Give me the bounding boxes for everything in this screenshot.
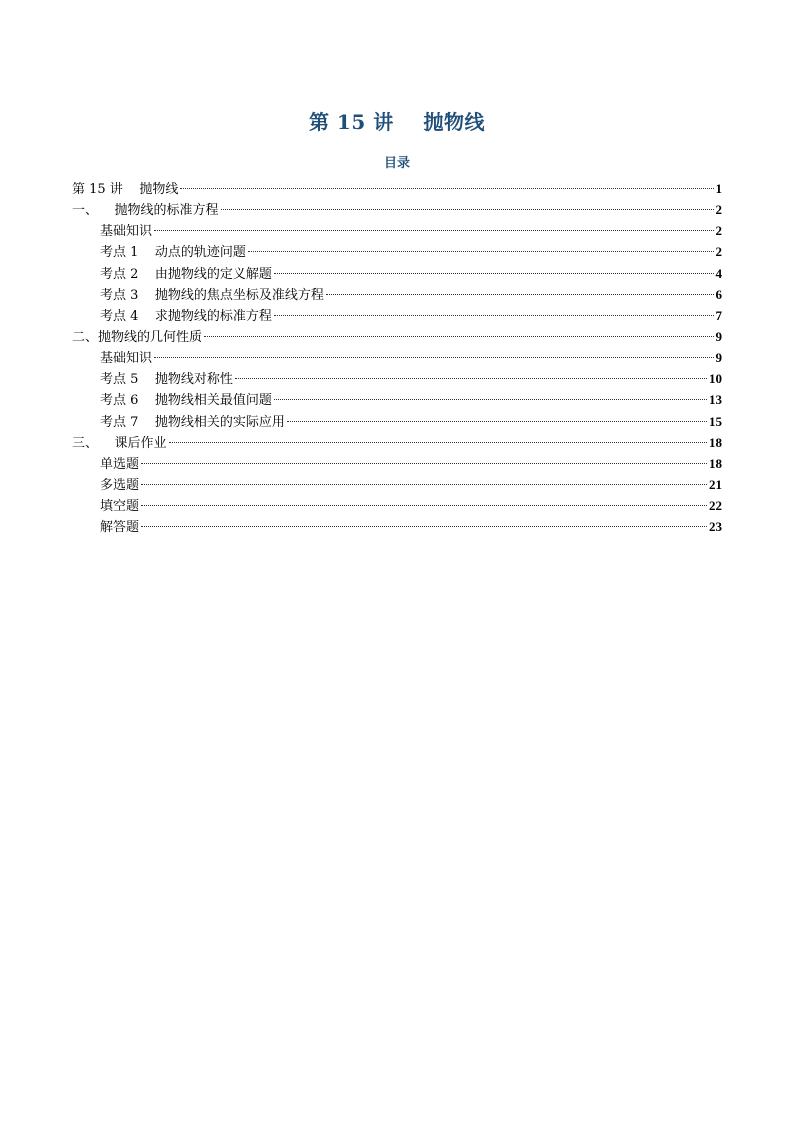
toc-entry[interactable] — [72, 347, 722, 368]
table-of-contents — [72, 178, 722, 537]
toc-entry[interactable] — [72, 284, 722, 305]
toc-entry-page-number: 15 — [709, 413, 722, 429]
toc-dot-leader — [274, 273, 714, 274]
toc-entry-label: 考点 2 由抛物线的定义解题 — [100, 266, 272, 282]
toc-entry-page-number: 2 — [715, 223, 722, 239]
toc-entry[interactable] — [72, 495, 722, 516]
toc-entry-label: 基础知识 — [100, 351, 153, 367]
toc-entry-page-number: 13 — [709, 392, 722, 408]
toc-entry-page-number: 22 — [709, 498, 722, 514]
toc-entry-label: 三、 课后作业 — [72, 435, 167, 451]
toc-entry-page-number: 4 — [715, 265, 722, 281]
toc-dot-leader — [287, 421, 707, 422]
toc-entry-page-number: 2 — [715, 244, 722, 260]
toc-entry-page-number: 1 — [715, 181, 722, 196]
toc-dot-leader — [154, 230, 713, 231]
toc-entry[interactable] — [72, 263, 722, 284]
toc-heading: 目录 — [383, 156, 410, 171]
toc-entry-label: 第 15 讲 抛物线 — [72, 182, 179, 197]
toc-entry-label: 填空题 — [100, 499, 140, 515]
toc-entry-label: 一、 抛物线的标准方程 — [72, 203, 219, 219]
toc-dot-leader — [141, 505, 707, 506]
toc-entry-page-number: 9 — [715, 328, 722, 344]
toc-entry-page-number: 18 — [709, 455, 722, 471]
toc-dot-leader — [274, 315, 714, 316]
toc-entry[interactable] — [72, 389, 722, 410]
toc-entry[interactable] — [72, 305, 722, 326]
toc-entry[interactable] — [72, 516, 722, 537]
toc-entry-page-number: 18 — [709, 434, 722, 450]
toc-entry[interactable] — [72, 368, 722, 389]
toc-entry-label: 解答题 — [100, 520, 140, 536]
toc-entry[interactable] — [72, 474, 722, 495]
toc-entry[interactable] — [72, 220, 722, 241]
toc-entry[interactable] — [72, 453, 722, 474]
toc-entry[interactable] — [72, 411, 722, 432]
toc-entry-page-number: 23 — [709, 519, 722, 535]
toc-entry-page-number: 21 — [709, 476, 722, 492]
toc-entry-label: 考点 4 求抛物线的标准方程 — [100, 308, 272, 324]
toc-dot-leader — [274, 399, 707, 400]
toc-entry[interactable] — [72, 326, 722, 347]
toc-entry-label: 多选题 — [100, 477, 140, 493]
toc-dot-leader — [180, 188, 713, 189]
toc-entry[interactable] — [72, 241, 722, 262]
toc-dot-leader — [141, 463, 707, 464]
toc-entry-label: 二、抛物线的几何性质 — [72, 329, 203, 345]
toc-dot-leader — [141, 526, 707, 527]
toc-dot-leader — [169, 442, 707, 443]
toc-dot-leader — [141, 484, 707, 485]
toc-dot-leader — [248, 251, 714, 252]
toc-dot-leader — [221, 209, 714, 210]
toc-entry-page-number: 7 — [715, 307, 722, 323]
toc-dot-leader — [326, 294, 714, 295]
document-title: 第 15 讲 抛物线 — [308, 110, 486, 134]
toc-entry[interactable] — [72, 178, 722, 199]
toc-dot-leader — [235, 378, 707, 379]
toc-entry[interactable] — [72, 432, 722, 453]
toc-dot-leader — [204, 336, 713, 337]
toc-entry-label: 基础知识 — [100, 224, 153, 240]
toc-entry-label: 考点 3 抛物线的焦点坐标及准线方程 — [100, 287, 324, 303]
toc-entry-label: 考点 7 抛物线相关的实际应用 — [100, 414, 285, 430]
toc-entry-label: 考点 6 抛物线相关最值问题 — [100, 393, 272, 409]
toc-entry-page-number: 6 — [715, 286, 722, 302]
toc-entry-page-number: 2 — [715, 202, 722, 218]
toc-entry-page-number: 9 — [715, 350, 722, 366]
toc-entry-page-number: 10 — [709, 371, 722, 387]
toc-dot-leader — [154, 357, 713, 358]
toc-entry-label: 考点 5 抛物线对称性 — [100, 372, 233, 388]
toc-entry-label: 考点 1 动点的轨迹问题 — [100, 245, 246, 261]
toc-entry-label: 单选题 — [100, 456, 140, 472]
toc-entry[interactable] — [72, 199, 722, 220]
